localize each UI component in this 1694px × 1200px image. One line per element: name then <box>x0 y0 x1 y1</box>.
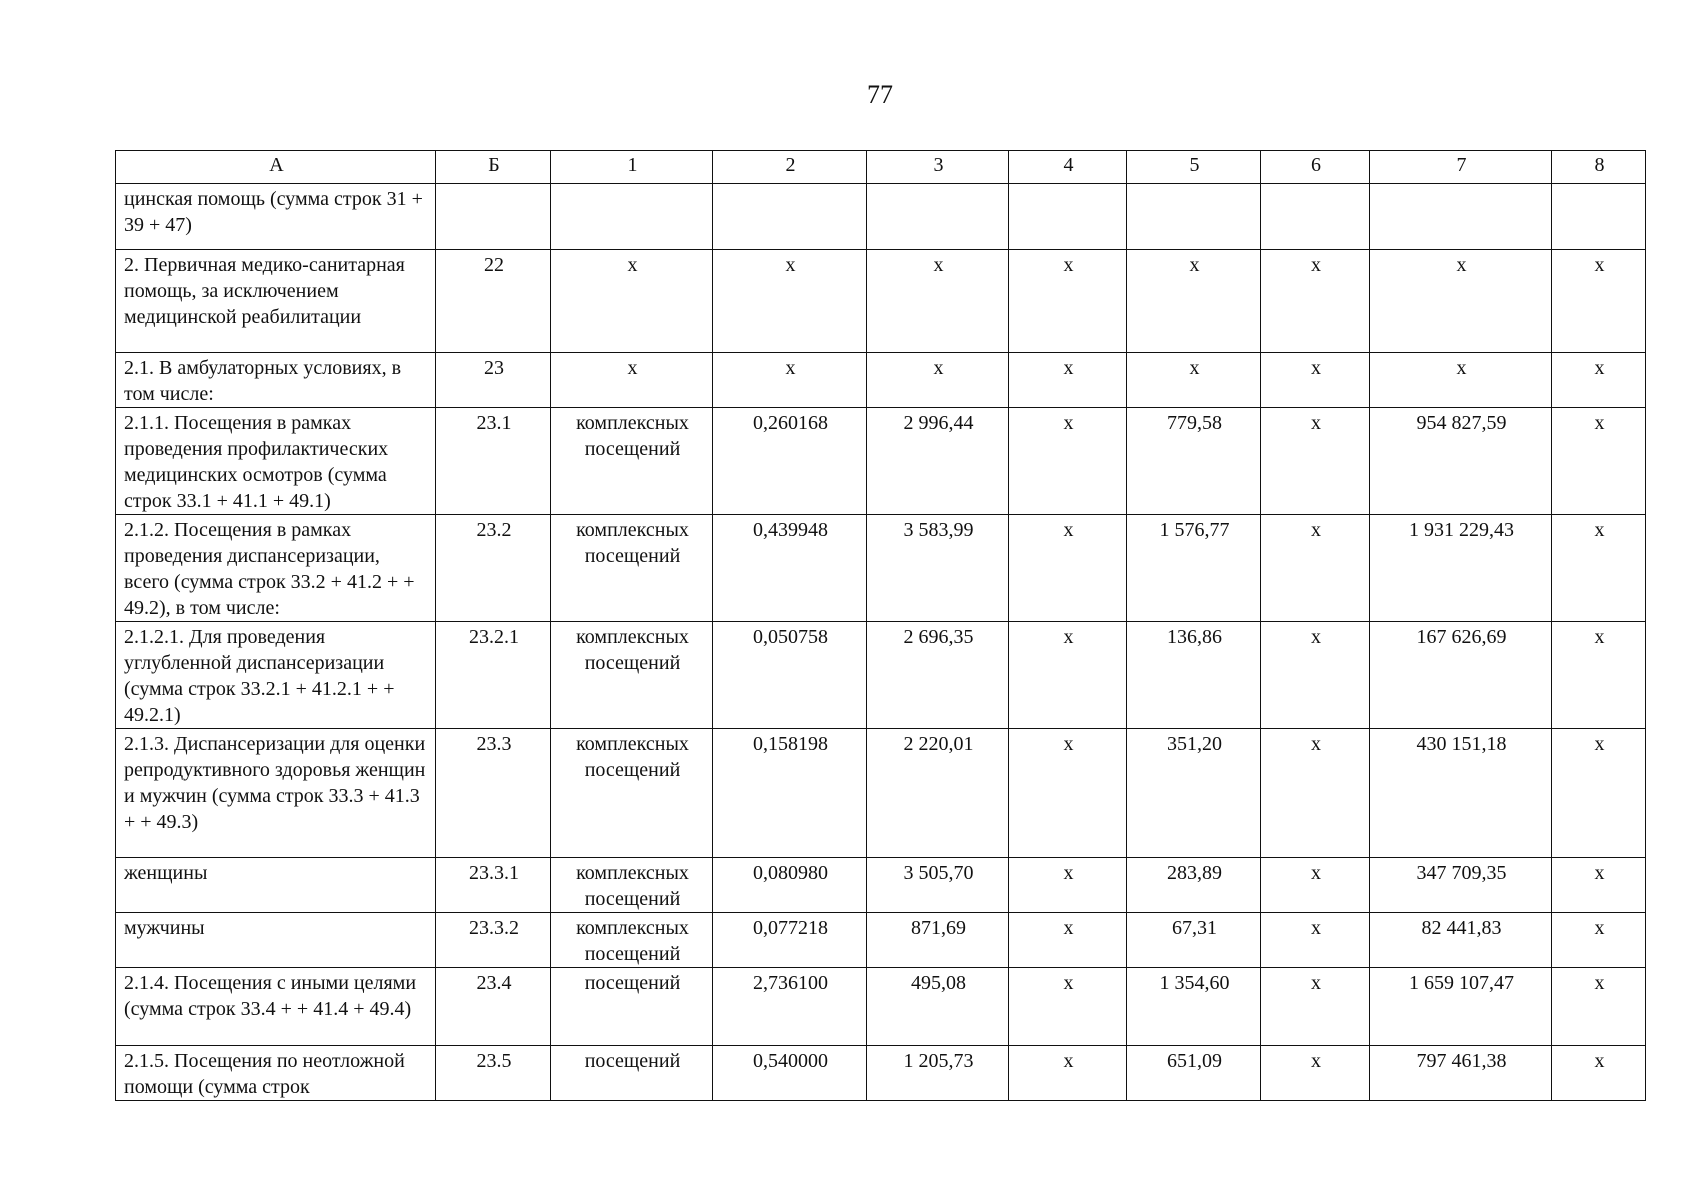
table-cell: комплексных посещений <box>551 913 713 968</box>
table-cell <box>1127 184 1261 250</box>
table-cell: 3 583,99 <box>867 515 1009 622</box>
row-label: 2.1.3. Диспансеризации для оценки репродуктивного здоровья женщин и мужчин (сумма строк 33.3 + 41.3 + + 49.3) <box>116 729 436 858</box>
table-cell: 3 505,70 <box>867 858 1009 913</box>
table-cell: 0,540000 <box>713 1046 867 1101</box>
table-row <box>116 913 1646 968</box>
data-table <box>115 150 1646 1101</box>
table-cell: х <box>867 250 1009 353</box>
table-cell: посещений <box>551 968 713 1046</box>
table-cell: 1 205,73 <box>867 1046 1009 1101</box>
table-cell: х <box>1552 1046 1646 1101</box>
row-label: мужчины <box>116 913 436 968</box>
table-cell: х <box>1009 515 1127 622</box>
table-row <box>116 1046 1646 1101</box>
table-cell <box>713 184 867 250</box>
table-cell <box>1370 184 1552 250</box>
table-cell: х <box>1261 408 1370 515</box>
table-cell: х <box>1009 858 1127 913</box>
table-cell: х <box>1261 353 1370 408</box>
table-cell: х <box>1009 1046 1127 1101</box>
table-cell: х <box>1261 858 1370 913</box>
table-cell: 283,89 <box>1127 858 1261 913</box>
row-label: женщины <box>116 858 436 913</box>
table-cell: х <box>1261 913 1370 968</box>
table-row <box>116 408 1646 515</box>
table-cell: х <box>1552 408 1646 515</box>
row-code: 23.3.1 <box>436 858 551 913</box>
row-label: цинская помощь (сумма строк 31 + 39 + 47) <box>116 184 436 250</box>
table-row <box>116 250 1646 353</box>
table-cell: х <box>1009 408 1127 515</box>
table-cell: комплексных посещений <box>551 408 713 515</box>
row-code: 23.5 <box>436 1046 551 1101</box>
col-header: 1 <box>551 151 713 184</box>
table-cell: 871,69 <box>867 913 1009 968</box>
table-cell: х <box>1552 858 1646 913</box>
table-cell: х <box>1127 353 1261 408</box>
table-cell <box>867 184 1009 250</box>
table-cell: комплексных посещений <box>551 515 713 622</box>
table-cell: комплексных посещений <box>551 858 713 913</box>
row-code: 23.3.2 <box>436 913 551 968</box>
table-cell <box>1261 184 1370 250</box>
table-cell: х <box>1261 515 1370 622</box>
table-cell: 1 659 107,47 <box>1370 968 1552 1046</box>
row-label: 2. Первичная медико-санитарная помощь, за исключением медицинской реабилитации <box>116 250 436 353</box>
table-cell: х <box>1009 353 1127 408</box>
col-header: 6 <box>1261 151 1370 184</box>
table-cell: х <box>1261 622 1370 729</box>
table-cell: 1 931 229,43 <box>1370 515 1552 622</box>
table-cell: 0,077218 <box>713 913 867 968</box>
table-cell: 347 709,35 <box>1370 858 1552 913</box>
table-cell: 779,58 <box>1127 408 1261 515</box>
table-cell: х <box>1370 250 1552 353</box>
row-code <box>436 184 551 250</box>
row-label: 2.1.2. Посещения в рамках проведения диспансеризации, всего (сумма строк 33.2 + 41.2 + + 49.2), в том числе: <box>116 515 436 622</box>
table-cell: 797 461,38 <box>1370 1046 1552 1101</box>
row-label: 2.1.2.1. Для проведения углубленной диспансеризации (сумма строк 33.2.1 + 41.2.1 + + 49.2.1) <box>116 622 436 729</box>
table-cell: х <box>1261 250 1370 353</box>
table-cell: 2 220,01 <box>867 729 1009 858</box>
table-cell: х <box>1552 913 1646 968</box>
table-row <box>116 858 1646 913</box>
row-label: 2.1.5. Посещения по неотложной помощи (сумма строк <box>116 1046 436 1101</box>
table-row <box>116 622 1646 729</box>
table-cell: х <box>1261 1046 1370 1101</box>
table-cell: х <box>1552 250 1646 353</box>
row-code: 23.2 <box>436 515 551 622</box>
table-cell: 0,439948 <box>713 515 867 622</box>
table-cell: 651,09 <box>1127 1046 1261 1101</box>
row-code: 23.1 <box>436 408 551 515</box>
col-header: 7 <box>1370 151 1552 184</box>
row-code: 23.3 <box>436 729 551 858</box>
col-header: А <box>116 151 436 184</box>
row-code: 23.4 <box>436 968 551 1046</box>
col-header: 3 <box>867 151 1009 184</box>
col-header: 4 <box>1009 151 1127 184</box>
table-row <box>116 184 1646 250</box>
table-cell: х <box>1552 729 1646 858</box>
row-label: 2.1. В амбулаторных условиях, в том числе: <box>116 353 436 408</box>
table-cell: 0,158198 <box>713 729 867 858</box>
table-cell: х <box>713 250 867 353</box>
table-cell: посещений <box>551 1046 713 1101</box>
table-cell: 67,31 <box>1127 913 1261 968</box>
table-row <box>116 729 1646 858</box>
row-label: 2.1.1. Посещения в рамках проведения профилактических медицинских осмотров (сумма строк 33.1 + 41.1 + 49.1) <box>116 408 436 515</box>
table-row <box>116 968 1646 1046</box>
table-cell: 2 696,35 <box>867 622 1009 729</box>
table-cell: х <box>1127 250 1261 353</box>
table-cell: х <box>1009 913 1127 968</box>
table-row <box>116 515 1646 622</box>
table-cell: 1 354,60 <box>1127 968 1261 1046</box>
table-cell: х <box>713 353 867 408</box>
table-cell <box>1009 184 1127 250</box>
table-cell: х <box>1261 729 1370 858</box>
table-cell: х <box>1552 622 1646 729</box>
table-cell: х <box>1009 968 1127 1046</box>
table-cell: 82 441,83 <box>1370 913 1552 968</box>
table-cell: 1 576,77 <box>1127 515 1261 622</box>
table-cell: комплексных посещений <box>551 729 713 858</box>
table-cell: х <box>1370 353 1552 408</box>
table-cell: 495,08 <box>867 968 1009 1046</box>
table-cell <box>551 184 713 250</box>
table-cell: 0,260168 <box>713 408 867 515</box>
page-number: 77 <box>867 80 893 109</box>
table-cell: 0,050758 <box>713 622 867 729</box>
col-header: 8 <box>1552 151 1646 184</box>
table-cell: х <box>1552 515 1646 622</box>
table-cell: х <box>1552 353 1646 408</box>
table-cell: х <box>1552 968 1646 1046</box>
row-code: 23.2.1 <box>436 622 551 729</box>
table-cell: 351,20 <box>1127 729 1261 858</box>
row-code: 22 <box>436 250 551 353</box>
col-header: 5 <box>1127 151 1261 184</box>
table-cell: х <box>1261 968 1370 1046</box>
table-cell: 167 626,69 <box>1370 622 1552 729</box>
col-header: Б <box>436 151 551 184</box>
header-row <box>116 151 1646 184</box>
row-label: 2.1.4. Посещения с иными целями (сумма строк 33.4 + + 41.4 + 49.4) <box>116 968 436 1046</box>
table-cell: х <box>1009 250 1127 353</box>
col-header: 2 <box>713 151 867 184</box>
table-cell: 2,736100 <box>713 968 867 1046</box>
table-cell: х <box>551 353 713 408</box>
table-cell: 430 151,18 <box>1370 729 1552 858</box>
row-code: 23 <box>436 353 551 408</box>
table-cell: х <box>867 353 1009 408</box>
table-cell: комплексных посещений <box>551 622 713 729</box>
table-cell: х <box>1009 622 1127 729</box>
table-cell: х <box>551 250 713 353</box>
table-cell: х <box>1009 729 1127 858</box>
table-cell: 2 996,44 <box>867 408 1009 515</box>
table-cell: 0,080980 <box>713 858 867 913</box>
table-cell <box>1552 184 1646 250</box>
table-row <box>116 353 1646 408</box>
table-cell: 136,86 <box>1127 622 1261 729</box>
table-cell: 954 827,59 <box>1370 408 1552 515</box>
